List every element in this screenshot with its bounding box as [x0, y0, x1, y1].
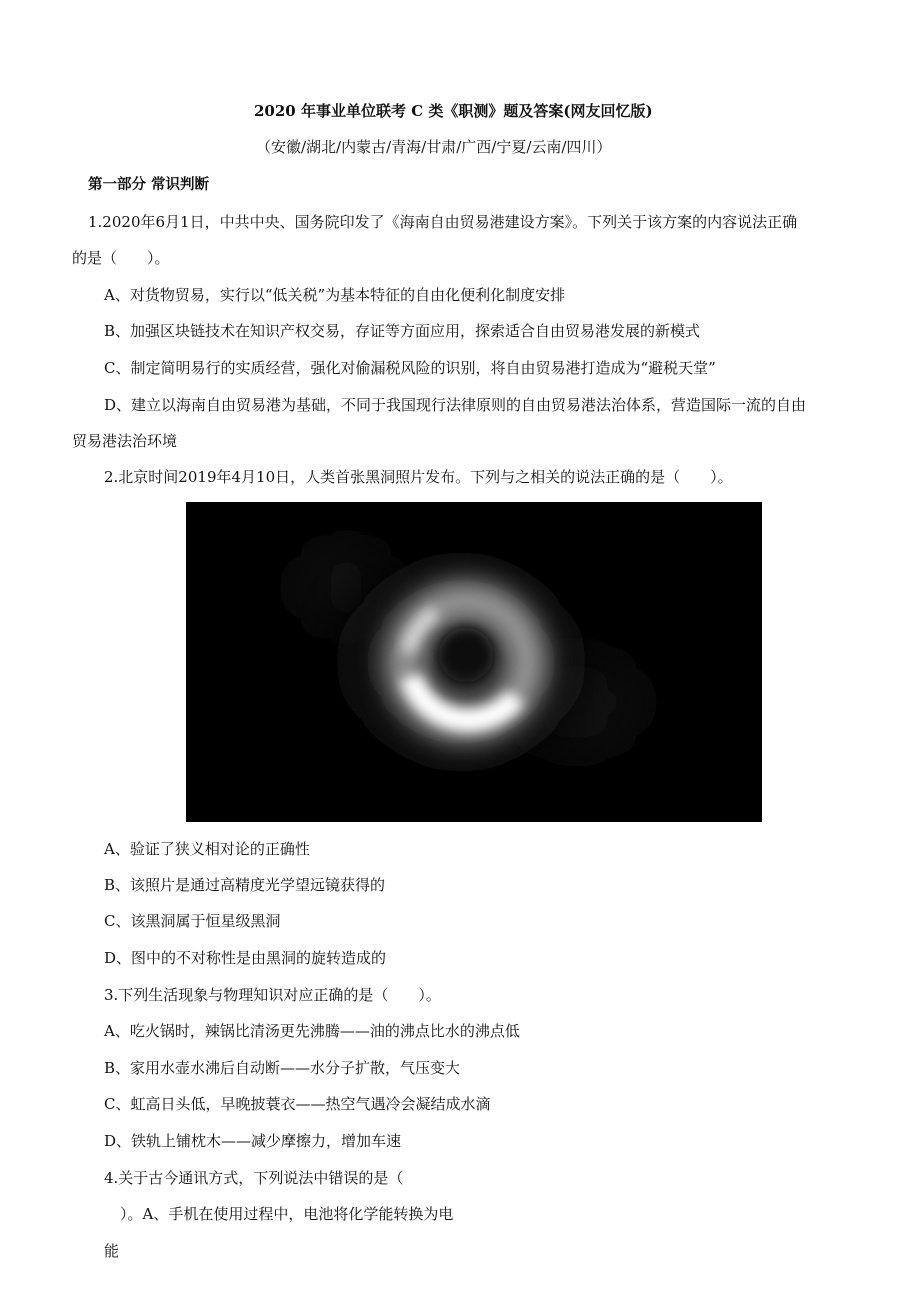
q2-option-a: A、验证了狭义相对论的正确性 — [104, 840, 310, 858]
q3-option-b: B、家用水壶水沸后自动断——水分子扩散，气压变大 — [104, 1059, 461, 1077]
page-subtitle-regions: （安徽/湖北/内蒙古/青海/甘肃/广西/宁夏/云南/四川） — [256, 138, 612, 156]
q2-option-c: C、该黑洞属于恒星级黑洞 — [104, 912, 281, 930]
q4-stem-line2: ）。A、手机在使用过程中，电池将化学能转换为电 — [120, 1205, 454, 1223]
q3-option-d: D、铁轨上铺枕木——减少摩擦力，增加车速 — [104, 1132, 402, 1150]
q1-option-a: A、对货物贸易，实行以“低关税”为基本特征的自由化便利化制度安排 — [104, 286, 566, 304]
q2-option-b: B、该照片是通过高精度光学望远镜获得的 — [104, 876, 386, 894]
q2-option-d: D、图中的不对称性是由黑洞的旋转造成的 — [104, 949, 387, 967]
q1-option-b: B、加强区块链技术在知识产权交易，存证等方面应用，探索适合自由贸易港发展的新模式 — [104, 322, 701, 340]
q4-stem-line3: 能 — [104, 1242, 120, 1260]
q3-option-c: C、虹高日头低，早晚披蓑衣——热空气遇冷会凝结成水滴 — [104, 1095, 491, 1113]
q4-stem-line1: 4.关于古今通讯方式，下列说法中错误的是（ — [104, 1169, 404, 1187]
q1-stem-line2: 的是（ ）。 — [72, 249, 170, 267]
q1-option-d-line2: 贸易港法治环境 — [72, 432, 178, 450]
section-heading: 第一部分 常识判断 — [88, 177, 210, 193]
q3-stem: 3.下列生活现象与物理知识对应正确的是（ ）。 — [104, 986, 441, 1004]
q1-option-c: C、制定简明易行的实质经营，强化对偷漏税风险的识别，将自由贸易港打造成为“避税天堂” — [104, 359, 716, 377]
page-title: 2020 年事业单位联考 C 类《职测》题及答案(网友回忆版) — [254, 102, 653, 120]
q2-stem: 2.北京时间2019年4月10日，人类首张黑洞照片发布。下列与之相关的说法正确的是（ ）。 — [104, 468, 733, 486]
q3-option-a: A、吃火锅时，辣锅比清汤更先沸腾——油的沸点比水的沸点低 — [104, 1022, 520, 1040]
black-hole-photo — [186, 502, 762, 822]
q1-stem-line1: 1.2020年6月1日，中共中央、国务院印发了《海南自由贸易港建设方案》。下列关于该方案的内容说法正确 — [88, 213, 798, 231]
q1-option-d-line1: D、建立以海南自由贸易港为基础，不同于我国现行法律原则的自由贸易港法治体系，营造国际一流的自由 — [104, 396, 807, 414]
